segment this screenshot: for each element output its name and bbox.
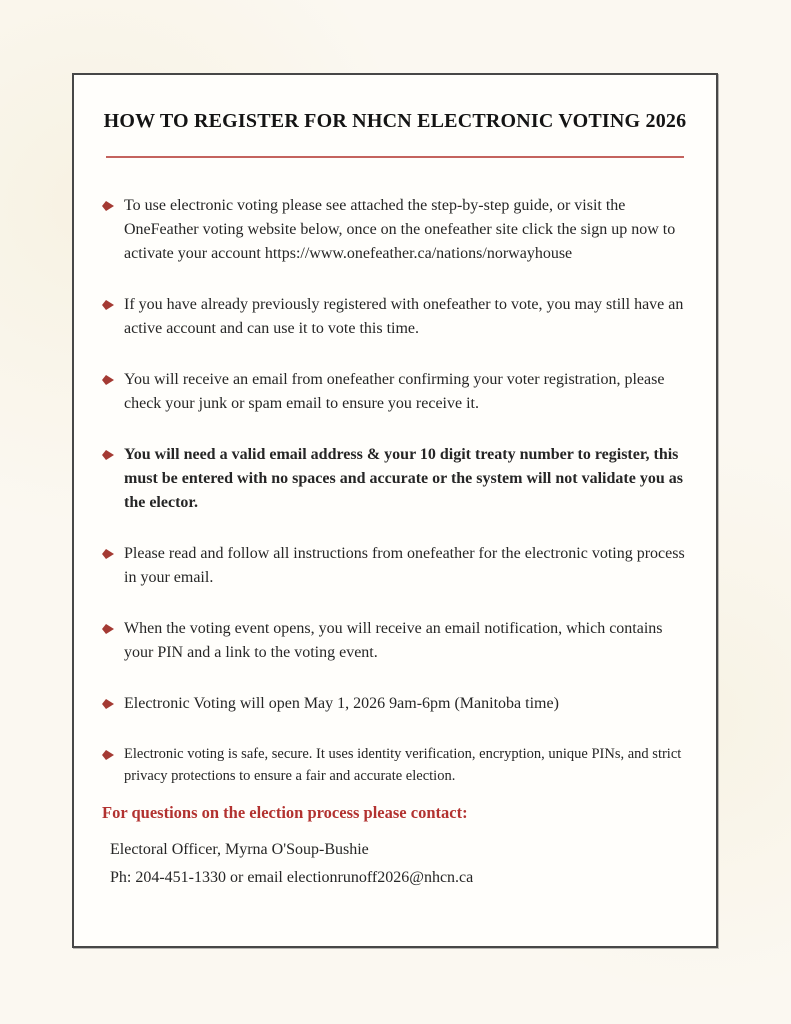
bullet-item xyxy=(102,368,690,416)
diamond-arrow-bullet-icon xyxy=(102,750,114,760)
bullet-item xyxy=(102,542,690,590)
diamond-arrow-bullet-icon xyxy=(102,699,114,709)
document-sheet xyxy=(72,73,718,948)
diamond-arrow-bullet-icon xyxy=(102,201,114,211)
diamond-arrow-bullet-icon xyxy=(102,375,114,385)
contact-heading: For questions on the election process please contact: xyxy=(102,803,468,822)
bullet-item xyxy=(102,743,690,787)
page-title: HOW TO REGISTER FOR NHCN ELECTRONIC VOTING 2026 xyxy=(103,110,687,132)
bullet-text: If you have already previously registered with onefeather to vote, you may still have an active account and can use it to vote this time. xyxy=(124,296,684,337)
bullet-text: Electronic voting is safe, secure. It uses identity verification, encryption, unique PINs, and strict privacy protections to ensure a fair and accurate election. xyxy=(124,746,682,784)
diamond-arrow-bullet-icon xyxy=(102,549,114,559)
bullet-text: You will need a valid email address & your 10 digit treaty number to register, this must be entered with no spaces and accurate or the system will not validate you as the elector. xyxy=(124,446,683,511)
diamond-arrow-bullet-icon xyxy=(102,624,114,634)
bullet-item xyxy=(102,194,690,266)
contact-officer: Electoral Officer, Myrna O'Soup-Bushie xyxy=(110,841,369,858)
bullet-item xyxy=(102,293,690,341)
bullet-item xyxy=(102,443,690,515)
bullet-item xyxy=(102,617,690,665)
diamond-arrow-bullet-icon xyxy=(102,450,114,460)
diamond-arrow-bullet-icon xyxy=(102,300,114,310)
bullet-text: To use electronic voting please see attached the step-by-step guide, or visit the OneFeather voting website below, once on the onefeather site click the sign up now to activate your account https://www.onefeather.ca/nations/norwayhouse xyxy=(124,197,676,262)
bullet-list xyxy=(74,194,716,787)
contact-phone-email: Ph: 204-451-1330 or email electionrunoff2026@nhcn.ca xyxy=(110,869,474,886)
bullet-item xyxy=(102,692,690,716)
bullet-text: Electronic Voting will open May 1, 2026 9am-6pm (Manitoba time) xyxy=(124,695,559,712)
bullet-text: You will receive an email from onefeather confirming your voter registration, please check your junk or spam email to ensure you receive it. xyxy=(124,371,665,412)
bullet-text: When the voting event opens, you will receive an email notification, which contains your PIN and a link to the voting event. xyxy=(124,620,663,661)
contact-section xyxy=(74,803,716,892)
bullet-text: Please read and follow all instructions from onefeather for the electronic voting process in your email. xyxy=(124,545,685,586)
title-divider xyxy=(106,156,684,158)
